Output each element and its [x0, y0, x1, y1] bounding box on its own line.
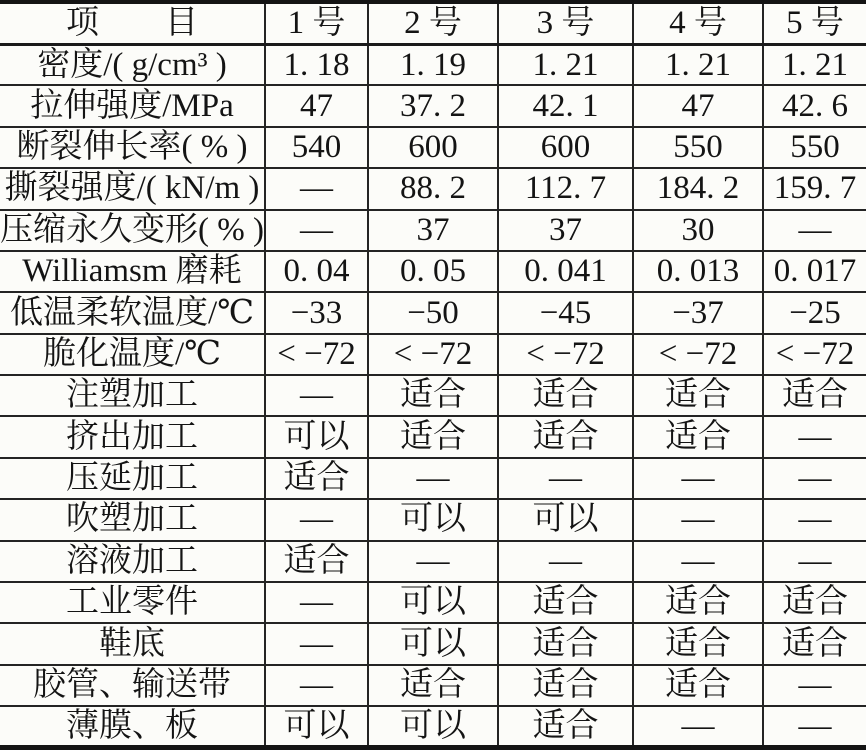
row-value: 550	[763, 127, 866, 168]
table-row	[0, 416, 866, 457]
row-value: —	[763, 706, 866, 748]
row-label: 溶液加工	[0, 541, 265, 582]
header-sample-1: 1 号	[265, 2, 368, 44]
row-value: —	[763, 416, 866, 457]
row-value: 可以	[368, 623, 498, 664]
row-value: 30	[633, 210, 763, 251]
row-value: —	[763, 499, 866, 540]
row-value: 适合	[368, 375, 498, 416]
row-value: 适合	[498, 623, 633, 664]
row-value: 37	[368, 210, 498, 251]
row-label: 吹塑加工	[0, 499, 265, 540]
table-row	[0, 665, 866, 706]
header-sample-4: 4 号	[633, 2, 763, 44]
row-value: 适合	[498, 582, 633, 623]
row-value: —	[633, 541, 763, 582]
row-value: 42. 1	[498, 85, 633, 126]
row-label: 鞋底	[0, 623, 265, 664]
row-value: 适合	[633, 665, 763, 706]
row-value: —	[368, 458, 498, 499]
row-value: 0. 017	[763, 251, 866, 292]
row-label: 断裂伸长率( % )	[0, 127, 265, 168]
row-value: 适合	[633, 416, 763, 457]
row-value: 可以	[265, 416, 368, 457]
table-row	[0, 292, 866, 333]
row-label: 工业零件	[0, 582, 265, 623]
row-value: 适合	[265, 458, 368, 499]
row-value: —	[633, 499, 763, 540]
table-row	[0, 499, 866, 540]
row-value: —	[265, 665, 368, 706]
row-value: 适合	[633, 623, 763, 664]
row-value: 1. 21	[633, 44, 763, 85]
row-value: 600	[368, 127, 498, 168]
row-value: 适合	[498, 375, 633, 416]
table-row	[0, 334, 866, 375]
table-row	[0, 127, 866, 168]
table-row	[0, 458, 866, 499]
row-value: 适合	[763, 582, 866, 623]
row-value: —	[368, 541, 498, 582]
table-row	[0, 168, 866, 209]
row-value: —	[763, 541, 866, 582]
row-value: 42. 6	[763, 85, 866, 126]
row-value: −33	[265, 292, 368, 333]
row-value: 112. 7	[498, 168, 633, 209]
row-value: 适合	[498, 706, 633, 748]
row-label: 密度/( g/cm³ )	[0, 44, 265, 85]
row-value: —	[265, 375, 368, 416]
row-label: 压延加工	[0, 458, 265, 499]
row-value: —	[763, 665, 866, 706]
row-label: 拉伸强度/MPa	[0, 85, 265, 126]
row-value: 适合	[763, 623, 866, 664]
row-value: 适合	[368, 416, 498, 457]
row-value: 可以	[498, 499, 633, 540]
row-value: 0. 04	[265, 251, 368, 292]
row-value: 适合	[265, 541, 368, 582]
row-value: < −72	[633, 334, 763, 375]
header-sample-3: 3 号	[498, 2, 633, 44]
table-body	[0, 44, 866, 748]
row-value: 184. 2	[633, 168, 763, 209]
row-label: Williamsm 磨耗	[0, 251, 265, 292]
row-value: 适合	[633, 582, 763, 623]
row-value: 0. 013	[633, 251, 763, 292]
table-row	[0, 251, 866, 292]
row-value: −25	[763, 292, 866, 333]
row-value: 可以	[368, 706, 498, 748]
row-value: 0. 041	[498, 251, 633, 292]
row-value: 适合	[498, 416, 633, 457]
row-value: 1. 19	[368, 44, 498, 85]
row-value: 1. 18	[265, 44, 368, 85]
row-label: 撕裂强度/( kN/m )	[0, 168, 265, 209]
row-label: 脆化温度/℃	[0, 334, 265, 375]
row-value: < −72	[265, 334, 368, 375]
row-value: 37. 2	[368, 85, 498, 126]
row-value: —	[265, 623, 368, 664]
row-value: 550	[633, 127, 763, 168]
row-value: —	[498, 541, 633, 582]
table-row	[0, 582, 866, 623]
table-row	[0, 541, 866, 582]
row-label: 低温柔软温度/℃	[0, 292, 265, 333]
table-row	[0, 623, 866, 664]
row-label: 薄膜、板	[0, 706, 265, 748]
row-value: —	[265, 499, 368, 540]
row-value: —	[265, 210, 368, 251]
row-value: 47	[265, 85, 368, 126]
row-label: 胶管、输送带	[0, 665, 265, 706]
row-value: 适合	[763, 375, 866, 416]
row-value: 1. 21	[763, 44, 866, 85]
table-row	[0, 210, 866, 251]
table-row	[0, 85, 866, 126]
row-value: −50	[368, 292, 498, 333]
row-value: < −72	[368, 334, 498, 375]
row-value: —	[265, 582, 368, 623]
row-value: 37	[498, 210, 633, 251]
row-value: —	[633, 706, 763, 748]
row-value: −45	[498, 292, 633, 333]
row-value: 可以	[368, 499, 498, 540]
row-value: —	[265, 168, 368, 209]
table-row	[0, 375, 866, 416]
row-value: 540	[265, 127, 368, 168]
row-value: 适合	[633, 375, 763, 416]
row-value: 159. 7	[763, 168, 866, 209]
row-value: 600	[498, 127, 633, 168]
row-value: < −72	[498, 334, 633, 375]
row-value: 可以	[265, 706, 368, 748]
row-value: —	[763, 210, 866, 251]
row-label: 挤出加工	[0, 416, 265, 457]
row-label: 压缩永久变形( % )	[0, 210, 265, 251]
table-row	[0, 706, 866, 748]
row-value: —	[498, 458, 633, 499]
row-value: 可以	[368, 582, 498, 623]
header-sample-2: 2 号	[368, 2, 498, 44]
row-value: 0. 05	[368, 251, 498, 292]
header-item-column: 项 目	[0, 2, 265, 44]
row-label: 注塑加工	[0, 375, 265, 416]
row-value: < −72	[763, 334, 866, 375]
row-value: 适合	[498, 665, 633, 706]
row-value: —	[763, 458, 866, 499]
row-value: 88. 2	[368, 168, 498, 209]
row-value: −37	[633, 292, 763, 333]
header-row	[0, 2, 866, 44]
row-value: 1. 21	[498, 44, 633, 85]
row-value: 47	[633, 85, 763, 126]
table-row	[0, 44, 866, 85]
row-value: 适合	[368, 665, 498, 706]
header-sample-5: 5 号	[763, 2, 866, 44]
row-value: —	[633, 458, 763, 499]
